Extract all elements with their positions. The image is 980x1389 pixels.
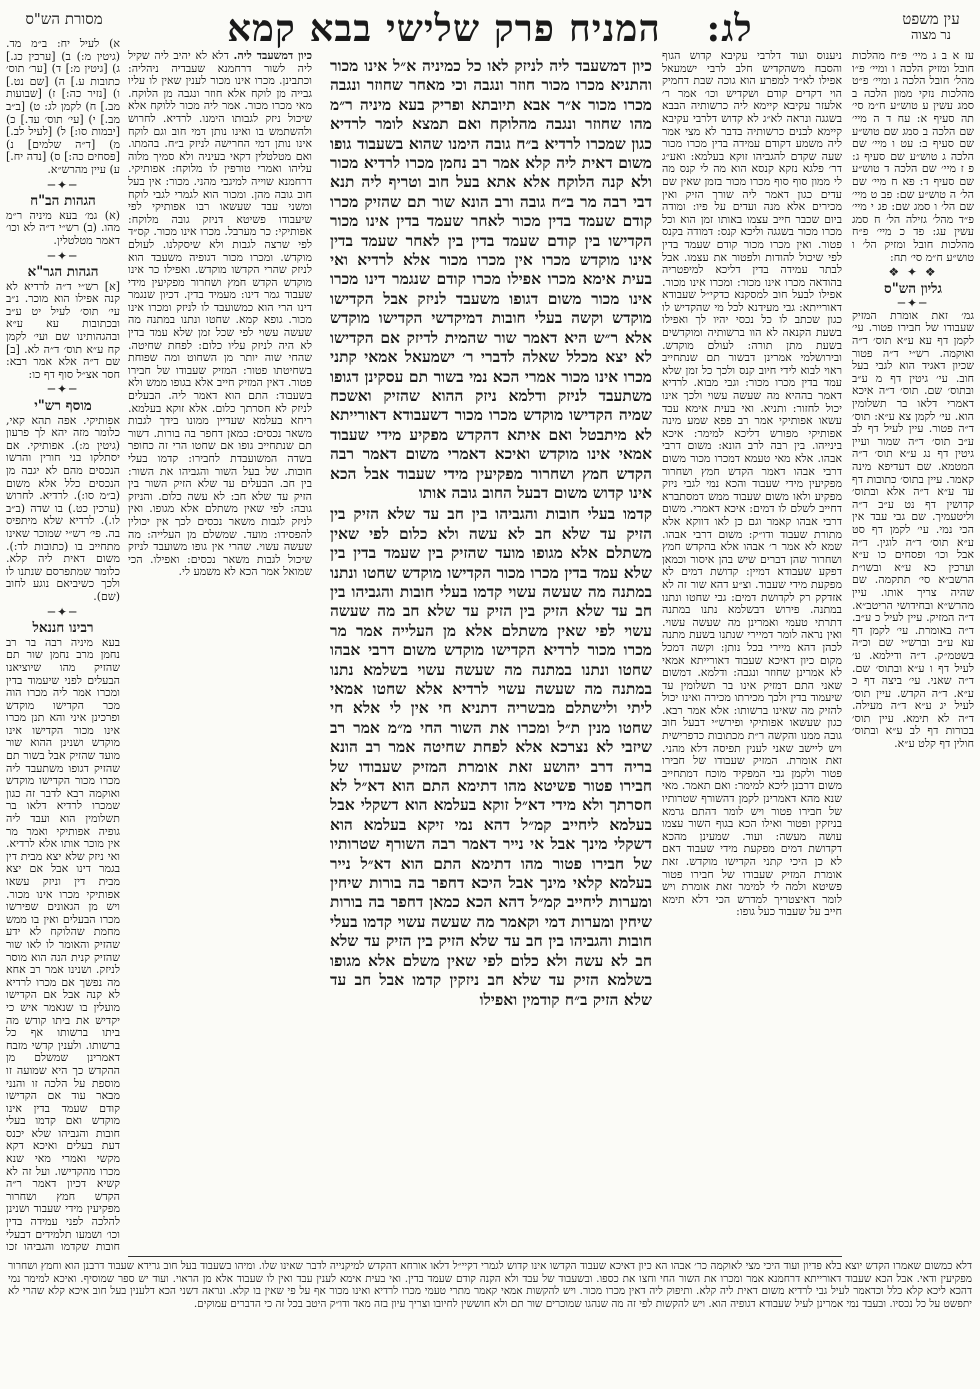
musaf-rashi-text: אפותיקי. אפה תהא קאי, כלומר מזה יהא לך פרעון (גיטין מ:). אפותיקי. אם יסתלקו בני חורין והרשו הנכסים מהם לא יגבה מן הנכסים כלל אלא משום (ב״מ סו:). לרדיא. לחרוש (ערכין כט.) בו שדה (ב״ב לו.). לרדיא שלא מיתפיס בה. פי׳ רש״י שמוכר שאינו מתחייב בו (כתובות לד:). משום דאית ליה קלא. כלומר שמתפרסם שנתנו לו ולכך כשיביאם נוגע לחוב (שם). bbox=[6, 413, 120, 603]
main-text-paragraph-2: קדמו בעלי חובות והגביהו בין חב עד שלא הזיק בין הזיק עד שלא חב לא עשה ולא כלום לפי שאין משתלם אלא מגופו מועד שהזיק בין שעמד בדין בין שלא עמד בדין מכרו מכור הקדישו מוקדש שחטו ונתנו במתנה מה שעשה עשוי קדמו בעלי חובות והגביהו בין חב עד שלא הזיק בין הזיק עד שלא חב מה שעשה עשוי לפי שאין משתלם אלא מן העלייה אמר מר מכרו מכור לרדיא הקדישו מוקדש משום דרבי אבהו שחטו ונתנו במתנה מה שעשה עשוי בשלמא נתנו במתנה מה שעשה עשוי לרדיא אלא שחטו אמאי ליתי ולישתלם מבשריה דתניא חי אין לי אלא חי שחטו מנין ת״ל ומכרו את השור החי מ״מ אמר רב שיזבי לא נצרכא אלא לפחת שחיטה אמר רב הונא בריה דרב יהושע זאת אומרת המזיק שעבודו של חבירו פטור פשיטא מהו דתימא התם הוא דא״ל לא חסרתך ולא מידי דא״ל זוקא בעלמא הוא דשקלי אבל בעלמא ליחייב קמ״ל דהא נמי זיקא בעלמא הוא דשקלי מינך אבל אי נייר דאמר רבה השורף שטרותיו של חבירו פטור מהו דתימא התם הוא דא״ל נייר בעלמא קלאי מינך אבל היכא דחפר בה בורות שיחין ומערות ליחייב קמ״ל דהא הכא כמאן דחפר בה בורות שיחין ומערות דמי וקאמר מה שעשה עשוי קדמו בעלי חובות והגביהו בין חב עד שלא הזיק בין הזיק עד שלא חב לא עשה ולא כלום לפי שאין משלם אלא מגופו בשלמא הזיק עד שלא חב ניזקין קדמו אבל חב עד שלא הזיק ב״ח קודמין ואפילו bbox=[330, 504, 652, 1009]
gilyon-title: גליון הש"ס bbox=[884, 280, 942, 297]
hagahot-bach-text: (א) גמ׳ בעא מיניה ר״מ מהו. (ב) רש״י ד״ה לא וכו׳ דאמר מטלטלין. bbox=[6, 208, 120, 247]
rashi-text: דלא לא יהיב ליה שקיל ליה לשור דרחמנא שעבדיה ניהליה: וכתבינן. מכרו אינו מכור לענין שאין לו עליו גבייה מן לוקח אלא חוזר ונגבה מן הלוקח. מאי מכרו מכור. אמר ליה מכור ללוקח אלא שיכול ניזק לגבותו הימנו. לרדיא. לחרוש ולהשתמש בו ואינו נותן דמי חוב וגם לוקח אינו נותן דמי החרישה לניזק ב״ח. בהמתו. ואם מטלטלין דקאי בעיניה ולא סמיך מלוה עליהו ואמרי טורפין לו מלוקח: אפותיקי. דרחמנא שוייה למיגבי מהני. מכור: אין בעל חוב גובה מהן. ומכור הוא לגמרי לגבי לוקח ומשני עבד שעשאו רבו אפותיקי לפי שיעבודו פשיטא דניזק גובה מלוקח: אפותיקי: כר מערבל. מכרו אינו מכור. קס״ד לפי שרצה לגבות ולא שיסקלנו. לעולם מוקדש. ומכרו מכור דגופיה משעבד הוא לניזק שהרי הקדשו מוקדש. ואפילו כר אינו מוקדש הקדש חמץ ושחרור מפקיעין מידי שעבוד גמר דינו: מעמיד בדין. דכיון שנגמר דינו הרי הוא כמשועבד לו לניזק ומכרו אינו מכור. גופא קמא. שחטו ונתנו במתנה מה שעשה עשוי לפי שכל זמן שלא עמד בדין לא היה לניזק עליו כלום: לפחת שחיטה. שהחי שוה יותר מן השחוט ומה שפוחת בשחיטתו פטור: המזיק שעבודו של חבירו פטור. דאין המזיק חייב אלא בגופו ממש ולא בשעבוד: התם הוא דאמר ליה. הבעלים לניזק לא חסרתך כלום. אלא זוקא בעלמא. ריחא בעלמא שעדיין ממונו בידך לגבות משאר נכסים: כמאן דחפר בה בורות. דשור תם שנתחייב גופו אם שחטו הרי זה כחופר בשדה המשועבדת לחבירו: קדמו בעלי חובות. של בעל השור והגביהו את השור: בין חב. הבעלים עד שלא הזיק השור בין הזיק עד שלא חב: לא עשה כלום. והניזק גובה: לפי שאין משתלם אלא מגופו. ואין לניזק לגבות משאר נכסים לכך אין יכולין להפסידו: מועד. שמשלם מן העלייה: מה שעשה עשוי. שהרי אין גופו משועבד לניזק שיכול לגבות משאר נכסים: ואפילו. הכי שמואל אמר הכא לא משמע לי. bbox=[128, 50, 312, 579]
masoret-label: מסורת הש"ס bbox=[25, 10, 103, 28]
hagahot-gra-text: [א] רש״י ד״ה לרדיא לא קנה אפילו הוא מוכר. נ״ב עי׳ תוס׳ לעיל יט ע״ב ובכתובות עא ע״א ובהגהותינו שם ועי׳ לקמן קח ע״א תוס׳ ד״ה לא. [ב] שם ד״ה אלא אמר רבא: חסר אצ״ל סוף דף כו: bbox=[6, 279, 120, 381]
tosafot-column bbox=[662, 50, 842, 1213]
hagahot-gra-title: הגהות הגר"א bbox=[27, 264, 99, 281]
main-text-column bbox=[330, 56, 652, 1216]
ornament-divider: ─✦─ bbox=[47, 248, 79, 263]
masoret-text: א) לעיל יח: ב״מ מד. (גיטין מ:) ב) [ערכין כג.] ג) [גיטין מ:] ד) [ער׳ תוס׳ כתובות ע.] ה) [שם נט.] ו) [נזיר כה:] ז) [שבועות מב.] ח) לקמן לג: ט) [ב״ב מב.] י) [עי׳ תוס׳ עד.] כ) [יבמות סו:] ל) [לעיל לב.] מ) [ד״ה שלמים] נ) [פסחים כה:] ס) [נדה יח.] ע) עיין מהרש״א. bbox=[6, 38, 120, 176]
daf-number: לג: bbox=[706, 6, 753, 50]
far-right-margin bbox=[852, 50, 974, 1250]
rabbeinu-chananel-title: רבינו חננאל bbox=[32, 620, 94, 637]
bottom-notes-text: דלא כמשום שאמרו הקדש יוצא בלא פדיון ועוד היכי מצי לאוקמה כר׳ אבהו הא כיון דאיכא שעבוד הקדשו אינו קדוש לגמרי דקיי״ל דלאו אורחא דהקדש למיקנייה לדבר שאינו שלו. ומיהו בשעבוד בעל חוב גרידא שעבוד דרבנן הוא וחמץ ושחרור מפקיעין ודאי. אבל הכא שעבוד דאורייתא דרחמנא אמר ומכרו את השור החי וחצו את כספו. ובשעבוד של עבד ולא הקנה קודם שעמד בדין. ואי בעית אימא לענין עבד ואין לו שעבוד אלא מן הראוי. ועוד יש ספר שמוסיף. ואיכא למימר נמי דהכא ליכא קלא כלל וכדאמר לעיל גבי לרדיא משום דאית ליה קלא. ותיפוק ליה דאין מכרו מכור. ויש להקשות אמאי קאמר מתרי טעמי מכרו לרדיא ואינו מכור אף על פי שאין בו קלא. ונראה דשני הכא דלענין בעל חוב איכא קלא שהרי לא יתפשט על כל נכסיו. ובעבד נמי אמרינן לעיל שעבודא דגופיה הוא. ויש להקשות לפי זה מה שנהגו שמוכרים שור תם ולא חוששין לחיובו וצריך עיון בזה מאד ודו״ק היטב בכל זה כי הדברים עמוקים. bbox=[8, 1260, 972, 1310]
ein-mishpat-text: עז א ב ג מיי׳ פ״ח מהלכות חובל ומזיק הלכה ו ומיי׳ פ״ו מהל׳ חובל הלכה ג ומיי׳ פ״ט מהלכות נזקי ממון הלכה ב סמג עשין ע טוש״ע ח״מ סי׳ תה סעיף א: עח ד ה מיי׳ שם הלכה ב סמג שם טוש״ע שם סעיף ב: עט ו מיי׳ שם הלכה ג טוש״ע שם סעיף ג: פ ז מיי׳ שם הלכה ד טוש״ע שם סעיף ד: פא ח מיי׳ שם הל׳ ה טוש״ע שם: פב ט מיי׳ שם הל׳ ו סמג שם: פג י מיי׳ פ״ד מהל׳ גזילה הל׳ ח סמג עשין עג: פד כ מיי׳ פ״ח מהלכות חובל ומזיק הל׳ ו טוש״ע ח״מ סי׳ תח: bbox=[852, 50, 974, 264]
rabbeinu-chananel-text: בעא מיניה רבה בר רב נחמן מרב נחמן שור תם שהזיק מהו שיוציאנו הבעלים לפני שיעמוד בדין ומכרו אמר ליה מכרו הוה מכר הקדישו מוקדש ופרכינן איני והא תנן מכרו אינו מכור הקדישו אינו מוקדש ושנינן ההוא שור מועד שהזיק אבל בשור תם שהזיק דגופו משתעבד ליה מכרו מכור הקדישו מוקדש ואוקמה רבא לדבר זה כגון שמכרו לרדיא דלאו בר תשלומין הוא ועבד ליה גופיה אפותיקי ואמר מר אין מוכר אותו אלא לרדיא. ואי ניזק שלא יצא מבית דין בגמר דינו אבל אם יצא מבית דין וניזק עשאו אפותיקי מכרו אינו מכור. ויש מן הגאונים שפירשו מכרו הבעלים ואין בו ממש מחמת שהלוקח לא ידע שהזיק והאומר לו לאו שור שהזיק קנית הנה הוא מוסר לניזק. ושנינו אמר רב אחא מה נפשך אם מכרו לרדיא לא קנה אבל אם הקדישו מועלין בו שנאמר איש כי יקדיש את ביתו קודש מה ביתו ברשותו אף כל ברשותו. ולענין קדשי מזבח דאמרינן שמשלם מן ההקדש כך היא שמועה זו מוספת על הלכה זו והנני מבאר עוד אם הקדישו קודם שעמד בדין אינו מוקדש ואם קדמו בעלי חובות והגביהו שלא יכנס דעת בעלים ואיכא דקא מקשי ואמרי מאי שנא מכרו מהקדישו. ועל זה לא קשיא דכיון דאמר ר״ה הקדש חמץ ושחרור מפקיעין מידי שעבוד ושנינן להלכה לפני עמידה בדין וכו׳ ושמעו תלמידים דבעלי חובות שקדמו והגביהו זכו bbox=[6, 635, 120, 1252]
tosafot-text: ניענוס ועוד דלרבי עקיבא קדוש הגוף והסבח משהקדיש חלב לרבי ישמעאל אפילו לא״ד למפרע הוא גוכה שבת דחמיק הוי דקדים קודם ושקדיש וכו׳ אמר ר׳ אלעזר עקיבא קיימא ליה כרשותיה הבבא בשגגה ונראה לא״ג לא קדוש דלרבי עקיבא קיימא לבנים כרשותיה בדבר לא מצי אמר ליה משמע דקודם עמידה בדין מכרו מכור שעה שקדם להגביהו זוקא בעלמא: ואע״ג דר׳ פלגא נזקא קנסא הוא מה לי קנס מה לי ממון סוף סוף מכרו מכור בזמן שאין שם עדים כגון דאמר ליה שורך הזיק ואין מכירים אלא מנה ועדים על פיו: ומודה ביום שכבר חייב עצמו באותו זמן הוא וכל מכרו מכור בשגגה וליכא קנס: דמודה בקנס פטור. ואין מכרו מכור קודם שעמד בדין לפי שיכול להודות ולפטור את עצמו. אבל לבתר עמידה בדין דליכא למיפטריה בהודאה מכרו אינו מכור: ומכרו אינו מכור. אפילו לבעל חוב למסקנא כדקי״ל שעבודא דאורייתא: גבי מעידנא לכל מי שהקדיש לו כגון שכתב לו כל נכסי יהיו לך ואפילו בשעת הקנאה לא הוו ברשותיה ומוקדשים בשעת מתן תורה: לעולם מוקדש. ובירושלמי אמרינן דבשור תם שנתחייב ראוי לבוא לידי חיוב קנס ולכך כל זמן שלא עמד בדין מכרו מכור: וגבי מבוא. לרדיא דאמר בההיא מה שעשה עשוי ולכך אינו יכול לחזור: ותניא. ואי בעית אימא עבד עשאו אפותיקי אמר רב פפא שמע מינה אפותיקי מפורש דליכא למימר: איכא בינייהו. בין רבה לרב הונא: משום דרבי אבהו. אלא מאי טעמא דמכרו מכור משום דרבי אבהו דאמר הקדש חמץ ושחרור מפקיעין מידי שעבוד והכא נמי לגבי ניזק מפקיע ולאו משום שעבוד ממש דמסתברא דחייב לשלם לו דמים: איכא דאמרי. משום דרבי אבהו קאמר וגם כן לאו דווקא אלא מתורת שעבוד ודו״ק: משום דרבי אבהו. שמא לא אמר ר׳ אבהו אלא בהקדש חמץ ושחרור שהן דברים שיש בהן איסור וכמאן דפקע שעבודא דמיין: קדושת דמים לא מפקעת מידי שעבוד. וצ״ע דהא שור זה לא אזדקק רק לקדושת דמים: גבי שחטו ונתנו במתנה. פירוש דבשלמא נתנו במתנה דתרתי טעמי ואמרינן מה שעשה עשוי. ואין נראה לומר דמיירי שנתנו בשעת מתנה לכהן דהא מיירי בכל נותן: וקשה דמכל מקום כיון דאיכא שעבוד דאורייתא אמאי לא אמרינן שחוזר ונגבה: ודלמא. דמשום שאני התם דמזיק אינו בר תשלומין עד שיעמוד בדין ולכך מכירתו מכירה ואינו יכול להזיק מה שאינו ברשותו: אלא אמר רבא. כגון שעשאו אפותיקי ופירש״י דבעל חוב גובה ממנו והקשה ר״ת מכתובות כדפרישית ויש ליישב שאני לענין תפיסה דלא מהני. זאת אומרת. המזיק שעבודו של חבירו פטור ולקמן גבי המפקיד מוכח דמתחייב משום דרבנן ליכא למימר: ואם תאמר. מאי שנא מהא דאמרינן לקמן דהשורף שטרותיו של חבירו פטור ויש לומר דהתם גרמא בניזקין ופטור ואילו הכא בגוף השור עצמו עושה מעשה: ועוד. שמעינן מהכא דקדושת דמים מפקעת מידי שעבוד דאם לא כן היכי קתני הקדישו מוקדש. זאת אומרת המזיק שעבודו של חבירו פטור פשיטא ולמה לי למימר זאת אומרת ויש לומר דאיצטריך למדרש הכי דלא תימא חייב על שעבוד כעל גופו: bbox=[662, 50, 842, 919]
bottom-divider-line bbox=[128, 1256, 842, 1257]
bottom-notes bbox=[8, 1260, 972, 1384]
rashi-lead-words: כיון דמשעבד ליה. bbox=[233, 50, 312, 62]
chapter-title: המניח פרק שלישי בבא קמא bbox=[227, 6, 661, 50]
ornament-divider: ─✦─ bbox=[47, 177, 79, 192]
ornament-divider: ─✦─ bbox=[897, 296, 929, 311]
main-text-paragraph-1: כיון דמשעבד ליה לניזק לאו כל כמיניה א״ל אינו מכור והתניא מכרו מכור חוזר ונגבה וכי מאחר שחוזר ונגבה מכרו מכור א״ר אבא תיובתא ופריק בעא מיניה ר״מ מהו שחוזר ונגבה מהלוקח ואם תמצא לומר לרדיא כגון שמכרו לרדיא ב״ח גובה הימנו שהוא בשעבוד גופו משום דאית ליה קלא אמר רב נחמן מכרו לרדיא מכור ולא קנה הלוקח אלא אתא בעל חוב וטריף ליה תנא דבי רבה מר ב״ח גובה ורב הונא שור תם שהזיק מכרו קודם שעמד בדין מכור לאחר שעמד בדין אינו מכור הקדישו בין קודם שעמד בדין בין לאחר שעמד בדין אינו מוקדש מכרו אין מכרו מכור אלא לרדיא ואי בעית אימא מכרו אפילו מכרו קודם שנגמר דינו מכרו אינו מכור משום דגופו משעבד לניזק אבל הקדישו מוקדש וקשה בעלי חובות דמיקדשי הקדישו מוקדש אלא ר״ש היא דאמר שור שהמית לדיזק אם הקדישו לא יצא מכלל שאלה לדברי ר׳ ישמעאל אמאי קתני מכרו אינו מכור אמרי הכא נמי בשור תם עסקינן דגופו משתעבד לניזק ודלמא ניזק ההוא שהזיק ואשכח שמיה הקדישו מוקדש מכרו מכור דשעבודא דאורייתא לא מיתבטל ואם איתא דהקדש מפקיע מידי שעבוד אמאי אינו מוקדש ואיכא דאמרי משום דאמר רבה הקדש חמץ ושחרור מפקיעין מידי שעבוד אבל הכא אינו קדוש משום דבעל החוב גובה אותו bbox=[330, 56, 652, 502]
ornament-divider: ❖ ✦ ❖ bbox=[888, 265, 938, 280]
hagahot-bach-title: הגהות הב"ח bbox=[30, 193, 96, 210]
ein-mishpat-label-line1: עין משפט bbox=[902, 10, 960, 28]
ein-mishpat-label-line2: נר מצוה bbox=[910, 28, 952, 43]
far-left-margin bbox=[6, 38, 120, 1252]
page-header bbox=[0, 6, 980, 51]
musaf-rashi-title: מוסף רש"י bbox=[34, 398, 92, 415]
ornament-divider: ─✦─ bbox=[47, 382, 79, 397]
ornament-divider: ─✦─ bbox=[47, 604, 79, 619]
gilyon-text: גמ׳ זאת אומרת המזיק שעבודו של חבירו פטור. עי׳ לקמן דף עא ע״א תוס׳ ד״ה ואוקמה. רש״י ד״ה פטור שכיון דאגיד הוא לגבי בעל חוב. עי׳ גיטין דף מ ע״ב ובתוס׳ שם. תוס׳ ד״ה איכא דאמרי דלאו בר תשלומין הוא. עי׳ לקמן צא ע״א: תוס׳ ד״ה פטור. עיין לעיל דף לב ע״ב תוס׳ ד״ה שמור ועיין גיטין דף נג ע״א תוס׳ ד״ה המטמא. שם דעדיפא מינה קאמר. עיין בתוס׳ כתובות דף עד ע״א ד״ה אלא ובתוס׳ קדושין דף נט ע״ב ד״ה וליטעמיך. שם גבי עבד אין הכי נמי. עי׳ לקמן דף סט ע״א תוס׳ ד״ה לוגין. ד״ה אבל וכו׳ ופסחים כו ע״א וערכין כא ע״א ובשו״ת הרשב״א סי׳ תתקמה. שם שהיה צריך אותו. עיין מהרש״א ובחידושי הריטב״א. ד״ה המזיק. עיין לעיל כ ע״ב. ד״ה באומרת. עי׳ לקמן דף עא ע״ב וברש״י שם וכ״ה בשטמ״ק. ד״ה ודילמא. ע׳ לעיל דף ו ע״א ובתוס׳ שם. ד״ה שאני. עי׳ ביצה דף כ ע״א. ד״ה הקדש. עיין תוס׳ לעיל יג ע״א ד״ה מעילה. ד״ה לא תימא. עיין תוס׳ בכורות דף לב ע״א ובתוס׳ חולין דף קלט ע״א. bbox=[852, 308, 974, 751]
rashi-column bbox=[128, 50, 312, 1213]
